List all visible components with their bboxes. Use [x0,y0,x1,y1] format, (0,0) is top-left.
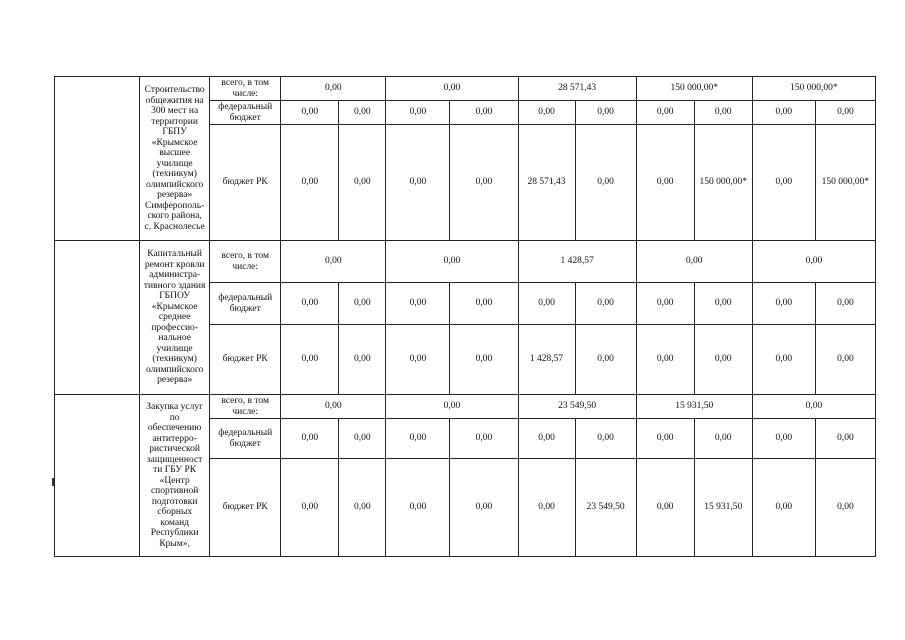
total-value-cell: 1 428,57 [518,241,636,283]
total-value-cell: 0,00 [386,395,518,419]
object-name-line: Строительство [144,85,205,95]
object-name-line: ГБПОУ [159,291,191,302]
rk-value-cell: 0,00 [281,325,339,395]
rk-value-cell: 0,00 [339,459,386,557]
federal-value-cell: 0,00 [575,419,636,459]
total-value-cell: 0,00 [752,241,875,283]
rk-value-cell: 0,00 [815,459,875,557]
total-value-cell: 150 000,00* [752,77,875,101]
table-row [55,241,876,283]
table-row [55,395,876,419]
federal-value-cell: 0,00 [386,419,450,459]
object-name-line: Республики [150,528,199,538]
object-name-line: команд [160,517,190,528]
total-value-cell: 28 571,43 [518,77,636,101]
object-name-line: общежития на [145,95,204,106]
federal-value-cell: 0,00 [339,419,386,459]
total-value-cell: 0,00 [386,241,518,283]
table-body [55,77,876,557]
source-label-total: всего, в том числе: [210,241,281,283]
object-name-line: по [169,412,180,423]
object-name-cell [140,241,210,395]
row-number-cell [55,77,140,241]
rk-value-cell: 150 000,00* [815,125,875,241]
object-name-line: училище [156,343,193,354]
rk-value-cell: 0,00 [752,125,815,241]
budget-table [54,76,876,557]
federal-value-cell: 0,00 [518,101,575,125]
total-value-cell: 0,00 [752,395,875,419]
federal-value-cell: 0,00 [752,283,815,325]
object-name-line: тивного здания [143,280,206,291]
total-value-cell: 0,00 [636,241,752,283]
object-name-line: олимпийского [146,364,204,375]
federal-value-cell: 0,00 [575,283,636,325]
object-name-line: антитерро- [152,433,197,444]
source-label-rk: бюджет РК [210,325,281,395]
object-name-line: резерва» [157,375,193,386]
rk-value-cell: 0,00 [518,459,575,557]
rk-value-cell: 0,00 [450,325,518,395]
object-name-line: Закупка услуг [146,402,203,412]
object-name-line: Крым», [159,538,190,549]
federal-value-cell: 0,00 [575,101,636,125]
object-name-line: подготовки [151,496,198,507]
object-name-line: «Центр [159,475,190,486]
federal-value-cell: 0,00 [281,283,339,325]
rk-value-cell: 0,00 [281,459,339,557]
object-name-line: нальное [158,333,191,344]
federal-value-cell: 0,00 [281,101,339,125]
object-name-line: сборных [157,507,193,517]
object-name-line: территории [151,116,198,127]
rk-value-cell: 0,00 [450,125,518,241]
federal-value-cell: 0,00 [694,419,752,459]
federal-value-cell: 0,00 [339,283,386,325]
object-name-line: обеспечению [147,423,202,433]
source-label-federal: федеральный бюджет [210,283,281,325]
source-label-total: всего, в том числе: [210,395,281,419]
object-name-line: резерва» [157,190,193,200]
rk-value-cell: 150 000,00* [694,125,752,241]
object-name-line: защищенност [146,454,203,465]
rk-value-cell: 15 931,50 [694,459,752,557]
rk-value-cell: 0,00 [636,125,694,241]
object-name-line: с. Краснолесье [144,221,205,232]
object-name-line: ристической [149,444,200,454]
rk-value-cell: 0,00 [339,325,386,395]
rk-value-cell: 0,00 [281,125,339,241]
federal-value-cell: 0,00 [636,283,694,325]
source-label-rk: бюджет РК [210,459,281,557]
object-name-line: ремонт кровли [144,259,205,270]
object-name-line: (техникум) [152,169,197,179]
total-value-cell: 0,00 [281,77,386,101]
rk-value-cell: 28 571,43 [518,125,575,241]
federal-value-cell: 0,00 [450,101,518,125]
row-number-cell [55,241,140,395]
rk-value-cell: 0,00 [575,325,636,395]
total-value-cell: 150 000,00* [636,77,752,101]
rk-value-cell: 0,00 [752,459,815,557]
source-label-rk: бюджет РК [210,125,281,241]
federal-value-cell: 0,00 [815,101,875,125]
rk-value-cell: 0,00 [339,125,386,241]
rk-value-cell: 0,00 [575,125,636,241]
source-label-federal: федеральный бюджет [210,419,281,459]
rk-value-cell: 0,00 [386,125,450,241]
total-value-cell: 0,00 [281,395,386,419]
row-number-cell [55,395,140,557]
rk-value-cell: 0,00 [450,459,518,557]
source-label-total: всего, в том числе: [210,77,281,101]
rk-value-cell: 0,00 [636,459,694,557]
federal-value-cell: 0,00 [815,419,875,459]
federal-value-cell: 0,00 [450,283,518,325]
object-name-line: 300 мест на [151,106,199,116]
object-name-line: ти ГБУ РК [153,465,197,475]
federal-value-cell: 0,00 [518,283,575,325]
source-label-federal: федеральный бюджет [210,101,281,125]
federal-value-cell: 0,00 [752,101,815,125]
federal-value-cell: 0,00 [339,101,386,125]
object-name-cell [140,77,210,241]
federal-value-cell: 0,00 [386,101,450,125]
total-value-cell: 15 931,50 [636,395,752,419]
federal-value-cell: 0,00 [815,283,875,325]
object-name-line: профессио- [151,322,198,333]
object-name-line: высшее [159,148,191,158]
total-value-cell: 0,00 [281,241,386,283]
rk-value-cell: 0,00 [694,325,752,395]
object-name-line: «Крымское [151,301,198,312]
federal-value-cell: 0,00 [518,419,575,459]
object-name-line: спортивной [150,486,199,496]
object-name-line: олимпийского [146,179,204,190]
federal-value-cell: 0,00 [386,283,450,325]
object-name-line: ГБПУ [162,127,187,137]
federal-value-cell: 0,00 [636,101,694,125]
object-name-line: Капитальный [147,249,202,260]
federal-value-cell: 0,00 [281,419,339,459]
total-value-cell: 0,00 [386,77,518,101]
federal-value-cell: 0,00 [694,283,752,325]
object-name-line: Симферополь- [145,200,205,211]
rk-value-cell: 0,00 [386,459,450,557]
rk-value-cell: 1 428,57 [518,325,575,395]
federal-value-cell: 0,00 [694,101,752,125]
object-name-line: ского района, [147,211,202,221]
rk-value-cell: 23 549,50 [575,459,636,557]
rk-value-cell: 0,00 [636,325,694,395]
object-name-cell [140,395,210,557]
object-name-line: среднее [158,312,191,323]
federal-value-cell: 0,00 [752,419,815,459]
object-name-line: училище [156,158,193,169]
object-name-line: (техникум) [152,354,197,365]
rk-value-cell: 0,00 [815,325,875,395]
total-value-cell: 23 549,50 [518,395,636,419]
rk-value-cell: 0,00 [752,325,815,395]
object-name-line: администра- [149,270,201,281]
federal-value-cell: 0,00 [636,419,694,459]
federal-value-cell: 0,00 [450,419,518,459]
rk-value-cell: 0,00 [386,325,450,395]
object-name-line: «Крымское [151,137,198,148]
table-row [55,77,876,101]
